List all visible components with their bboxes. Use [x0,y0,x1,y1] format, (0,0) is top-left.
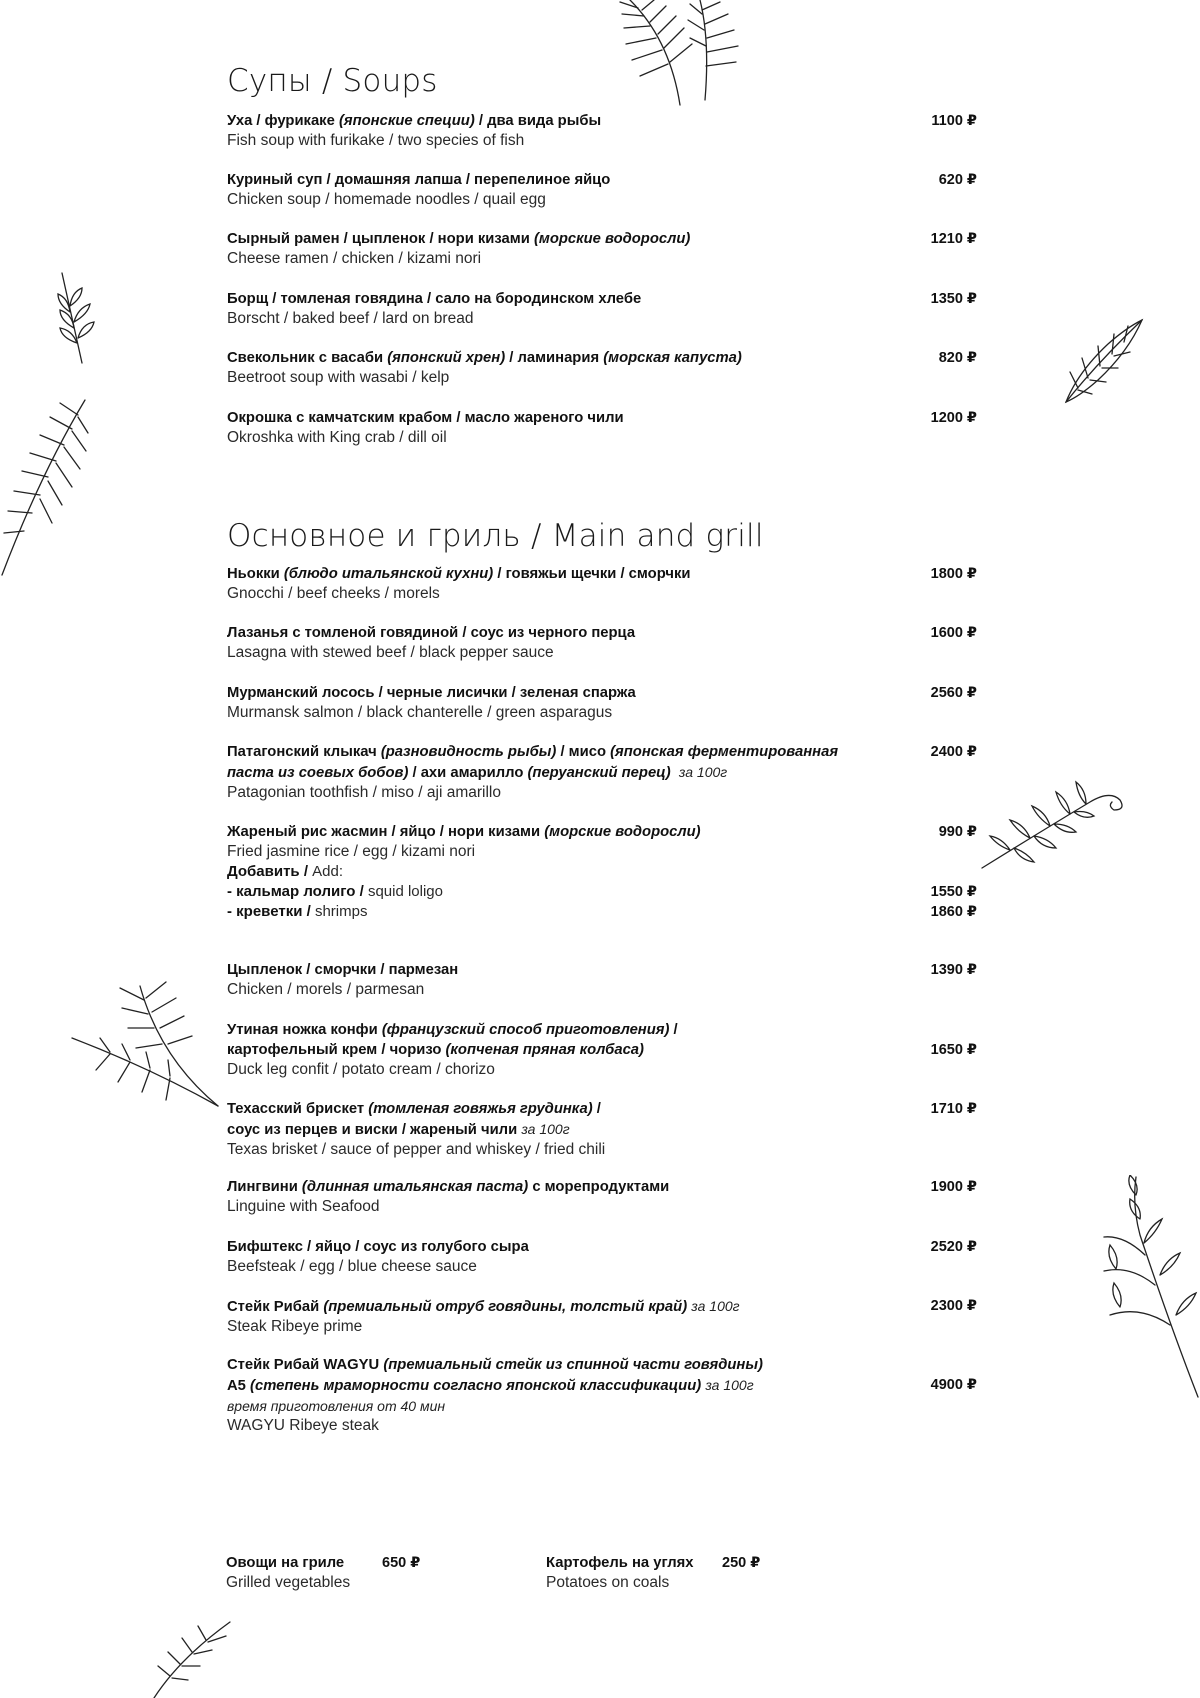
addon-price: 1550 ₽ [930,884,977,900]
item-english: Lasagna with stewed beef / black pepper sauce [227,644,554,661]
per-100g: за 100г [521,1121,570,1137]
item-note: время приготовления от 40 мин [227,1398,446,1414]
addons-header: Добавить / Add: [227,863,344,880]
item-english: Borscht / baked beef / lard on bread [227,310,474,327]
menu-item: Лазанья с томленой говядиной / соус из черного перца Lasagna with stewed beef / black pepper sauce 1600 ₽ [227,625,977,661]
item-price: 1200 ₽ [930,410,977,426]
item-price: 990 ₽ [938,824,977,840]
side-item: Картофель на углях Potatoes on coals 250 ₽ [546,1555,761,1591]
item-price: 2400 ₽ [930,744,977,760]
menu-item: Стейк Рибай WAGYU (премиальный стейк из спинной части говядины) А5 (степень мраморности согласно японской классификации) за 100г время приготовления от 40 мин WAGYU Ribeye steak 4900 ₽ [227,1357,977,1434]
addon-item: - кальмар лолиго / squid loligo [227,883,443,900]
item-english: Fish soup with furikake / two species of fish [227,132,525,149]
side-price: 650 ₽ [382,1555,421,1571]
fern-icon [0,395,90,580]
item-price: 1210 ₽ [930,231,977,247]
item-english: Beetroot soup with wasabi / kelp [227,369,450,386]
sprig-icon [980,772,1130,872]
item-english: Duck leg confit / potato cream / chorizo [227,1061,495,1078]
menu-item: Утиная ножка конфи (французский способ приготовления) / картофельный крем / чоризо (копченая пряная колбаса) Duck leg confit / potato cream / chorizo 1650 ₽ [227,1022,977,1078]
item-english: Murmansk salmon / black chanterelle / green asparagus [227,704,613,721]
menu-item: Уха / фурикаке (японские специи) / два вида рыбы Fish soup with furikake / two species of fish 1100 ₽ [227,113,977,149]
item-price: 1100 ₽ [931,113,977,129]
menu-item: Цыпленок / сморчки / пармезан Chicken / morels / parmesan 1390 ₽ [227,962,977,998]
menu-item: Техасский брискет (томленая говяжья грудинка) / соус из перцев и виски / жареный чили за 100г Texas brisket / sauce of pepper and whiskey / fried chili 1710 ₽ [227,1101,977,1158]
item-english: Cheese ramen / chicken / kizami nori [227,250,482,267]
menu-item: Ньокки (блюдо итальянской кухни) / говяжьи щечки / сморчки Gnocchi / beef cheeks / morels 1800 ₽ [227,566,977,602]
menu-item: Мурманский лосось / черные лисички / зеленая спаржа Murmansk salmon / black chanterelle / green asparagus 2560 ₽ [227,685,977,721]
palm-branch-icon [70,978,220,1108]
item-english: Gnocchi / beef cheeks / morels [227,585,440,602]
per-100g: за 100г [678,764,728,780]
item-english: Patagonian toothfish / miso / aji amarillo [227,784,501,801]
side-price: 250 ₽ [722,1555,761,1571]
item-price: 1350 ₽ [930,291,977,307]
menu-item: Лингвини (длинная итальянская паста) с морепродуктами Linguine with Seafood 1900 ₽ [227,1179,977,1215]
menu-item: Патагонский клыкач (разновидность рыбы) / мисо (японская ферментированная паста из соевых бобов) / ахи амарилло (перуанский перец) за 100г Patagonian toothfish / miso / aji amarillo 2400 ₽ [227,744,977,801]
addon-price: 1860 ₽ [930,904,977,920]
herb-branch-icon [1100,1175,1200,1400]
twig-icon [52,268,102,368]
item-english: Chicken soup / homemade noodles / quail egg [227,191,546,208]
item-english: Fried jasmine rice / egg / kizami nori [227,843,476,860]
item-price: 2300 ₽ [930,1298,977,1314]
side-item: Овощи на гриле Grilled vegetables 650 ₽ [226,1555,421,1591]
item-price: 1900 ₽ [930,1179,977,1195]
item-price: 1710 ₽ [930,1101,977,1117]
palm-leaf-icon [610,0,760,110]
menu-item: Бифштекс / яйцо / соус из голубого сыра Beefsteak / egg / blue cheese sauce 2520 ₽ [227,1239,977,1275]
item-english: Beefsteak / egg / blue cheese sauce [227,1258,477,1275]
item-english: Chicken / morels / parmesan [227,981,425,998]
item-price: 2520 ₽ [930,1239,977,1255]
item-english: Texas brisket / sauce of pepper and whiskey / fried chili [227,1141,606,1158]
item-price: 1390 ₽ [930,962,977,978]
item-english: Steak Ribeye prime [227,1318,363,1335]
item-english: Linguine with Seafood [227,1198,380,1215]
menu-item: Сырный рамен / цыпленок / нори кизами (морские водоросли) Cheese ramen / chicken / kizami nori 1210 ₽ [227,231,977,267]
menu-item: Куриный суп / домашняя лапша / перепелиное яйцо Chicken soup / homemade noodles / quail egg 620 ₽ [227,172,977,208]
item-price: 2560 ₽ [930,685,977,701]
menu-item: Окрошка с камчатским крабом / масло жареного чили Okroshka with King crab / dill oil 1200 ₽ [227,410,977,446]
item-price: 4900 ₽ [930,1377,977,1393]
item-price: 1800 ₽ [930,566,977,582]
addon-item: - креветки / shrimps [227,903,368,920]
fern-sprig-icon [150,1618,235,1698]
item-english: WAGYU Ribeye steak [227,1417,379,1434]
item-english: Okroshka with King crab / dill oil [227,429,447,446]
item-price: 1650 ₽ [930,1042,977,1058]
menu-item: Свекольник с васаби (японский хрен) / ламинария (морская капуста) Beetroot soup with wasabi / kelp 820 ₽ [227,350,977,386]
menu-item: Стейк Рибай (премиальный отруб говядины, толстый край) за 100г Steak Ribeye prime 2300 ₽ [227,1298,977,1335]
menu-item: Жареный рис жасмин / яйцо / нори кизами (морские водоросли) Fried jasmine rice / egg / kizami nori Добавить / Add: - кальмар лолиго / squid loligo - креветки / shrimps 990 ₽ 1550 ₽ 1860 ₽ [227,824,977,920]
per-100g: за 100г [691,1298,740,1314]
section-title-main: Основное и гриль / Main and grill [227,518,764,554]
item-price: 820 ₽ [938,350,977,366]
item-price: 620 ₽ [938,172,977,188]
per-100g: за 100г [705,1377,754,1393]
menu-item: Борщ / томленая говядина / сало на бородинском хлебе Borscht / baked beef / lard on bread 1350 ₽ [227,291,977,327]
item-price: 1600 ₽ [930,625,977,641]
section-title-soups: Супы / Soups [227,63,438,99]
leaf-icon [1058,312,1146,407]
